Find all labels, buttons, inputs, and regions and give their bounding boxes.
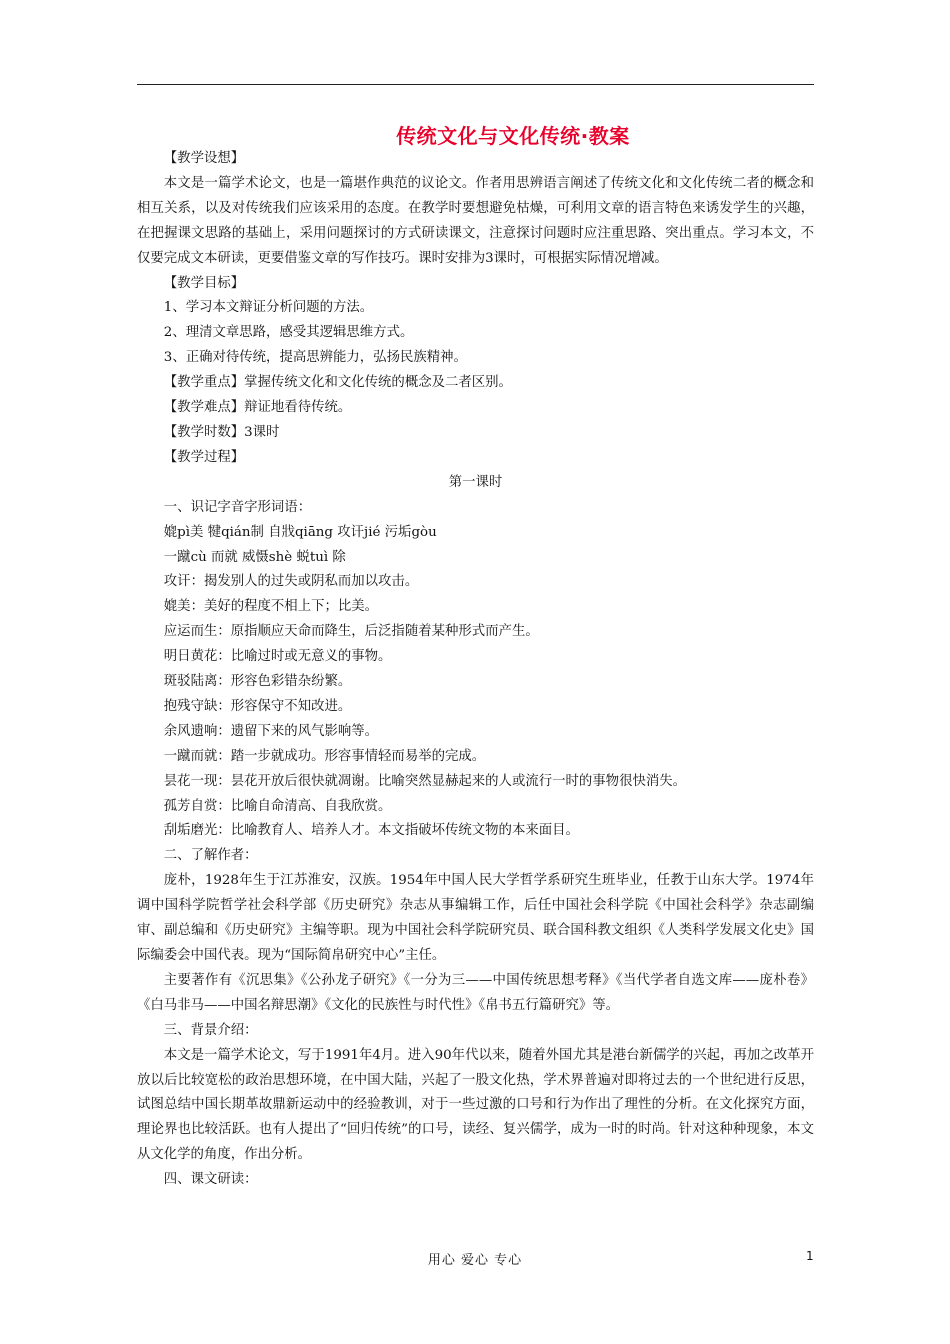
definition-item: 昙花一现：昙花开放后很快就凋谢。比喻突然显赫起来的人或流行一时的事物很快消失。 bbox=[163, 773, 687, 789]
subsection-background: 三、背景介绍： bbox=[163, 1022, 258, 1038]
subsection-author: 二、了解作者： bbox=[163, 848, 258, 864]
paragraph-teaching-concept: 本文是一篇学术论文，也是一篇堪作典范的议论文。作者用思辨语言阐述了传统文化和文化传统二者的概念和相互关系，以及对传统我们应该采用的态度。在教学时要想避免枯燥，可利用文章的语言特色来诱发学生的兴趣，在把握课文思路的基础上，采用问题探讨的方式研读课文，注意探讨问题时应注重思路、突出重点。学习本文，不仅要完成文本研读，更要借鉴文章的写作技巧。课时安排为3课时，可根据实际情况增减。 bbox=[137, 175, 814, 266]
footer-motto: 用心 爱心 专心 bbox=[427, 1253, 523, 1268]
teaching-key-point: 【教学重点】掌握传统文化和文化传统的概念及二者区别。 bbox=[163, 375, 512, 391]
definition-item: 明日黄花：比喻过时或无意义的事物。 bbox=[163, 649, 392, 665]
goal-item-1: 1、学习本文辩证分析问题的方法。 bbox=[163, 300, 374, 316]
vocabulary-line-2: 一蹴cù 而就 威慑shè 蜕tuì 除 bbox=[163, 549, 346, 565]
paragraph-author-bio: 庞朴，1928年生于江苏淮安，汉族。1954年中国人民大学哲学系研究生班毕业，任教于山东大学。1974年调中国科学院哲学社会科学部《历史研究》杂志从事编辑工作，后任中国社会科学院《中国社会科学》杂志副编审、副总编和《历史研究》主编等职。现为中国社会科学院研究员、联合国科教文组织《人类科学发展文化史》国际编委会中国代表。现为“国际简帛研究中心”主任。 bbox=[137, 873, 814, 963]
subsection-vocabulary: 一、识记字音字形词语： bbox=[163, 499, 312, 515]
definition-item: 应运而生：原指顺应天命而降生，后泛指随着某种形式而产生。 bbox=[163, 624, 539, 640]
page-number: 1 bbox=[806, 1249, 814, 1263]
definition-item: 余风遗响：遗留下来的风气影响等。 bbox=[163, 723, 379, 739]
teaching-difficulty: 【教学难点】辩证地看待传统。 bbox=[163, 400, 352, 416]
definition-item: 抱残守缺：形容保守不知改进。 bbox=[163, 698, 352, 714]
section-heading-teaching-goals: 【教学目标】 bbox=[163, 275, 245, 291]
section-heading-teaching-process: 【教学过程】 bbox=[163, 449, 245, 465]
goal-item-3: 3、正确对待传统，提高思辨能力，弘扬民族精神。 bbox=[163, 350, 467, 366]
definition-item: 一蹴而就：踏一步就成功。形容事情轻而易举的完成。 bbox=[163, 748, 486, 764]
definition-item: 媲美：美好的程度不相上下；比美。 bbox=[163, 599, 379, 615]
definition-item: 斑驳陆离：形容色彩错杂纷繁。 bbox=[163, 674, 352, 690]
document-title: 传统文化与文化传统·教案 bbox=[396, 124, 630, 148]
teaching-hours: 【教学时数】3课时 bbox=[163, 424, 280, 440]
lesson-one-heading: 第一课时 bbox=[448, 474, 503, 490]
definition-item: 孤芳自赏：比喻自命清高、自我欣赏。 bbox=[163, 798, 392, 814]
goal-item-2: 2、理清文章思路，感受其逻辑思维方式。 bbox=[163, 325, 414, 341]
document-body bbox=[137, 147, 814, 1193]
paragraph-background: 本文是一篇学术论文，写于1991年4月。进入90年代以来，随着外国尤其是港台新儒学的兴起，再加之改革开放以后比较宽松的政治思想环境，在中国大陆，兴起了一股文化热，学术界普遍对即将过去的一个世纪进行反思，试图总结中国长期革故鼎新运动中的经验教训，对于一些过激的口号和行为作出了理性的分析。在文化探究方面，理论界也比较活跃。也有人提出了“回归传统”的口号，读经、复兴儒学，成为一时的时尚。针对这种种现象，本文从文化学的角度，作出分析。 bbox=[137, 1047, 814, 1163]
paragraph-author-works: 主要著作有《沉思集》《公孙龙子研究》《一分为三——中国传统思想考释》《当代学者自选文库——庞朴卷》《白马非马——中国名辩思潮》《文化的民族性与时代性》《帛书五行篇研究》等。 bbox=[137, 972, 814, 1013]
header-rule bbox=[137, 84, 814, 85]
subsection-text-study: 四、课文研读： bbox=[163, 1172, 258, 1188]
vocabulary-line-1: 媲pì美 犍qián制 自戕qiāng 攻讦jié 污垢gòu bbox=[163, 524, 437, 540]
section-heading-teaching-concept: 【教学设想】 bbox=[163, 151, 245, 166]
definition-item: 攻讦：揭发别人的过失或阴私而加以攻击。 bbox=[163, 574, 419, 590]
definition-item: 刮垢磨光：比喻教育人、培养人才。本文指破坏传统文物的本来面目。 bbox=[163, 823, 579, 839]
